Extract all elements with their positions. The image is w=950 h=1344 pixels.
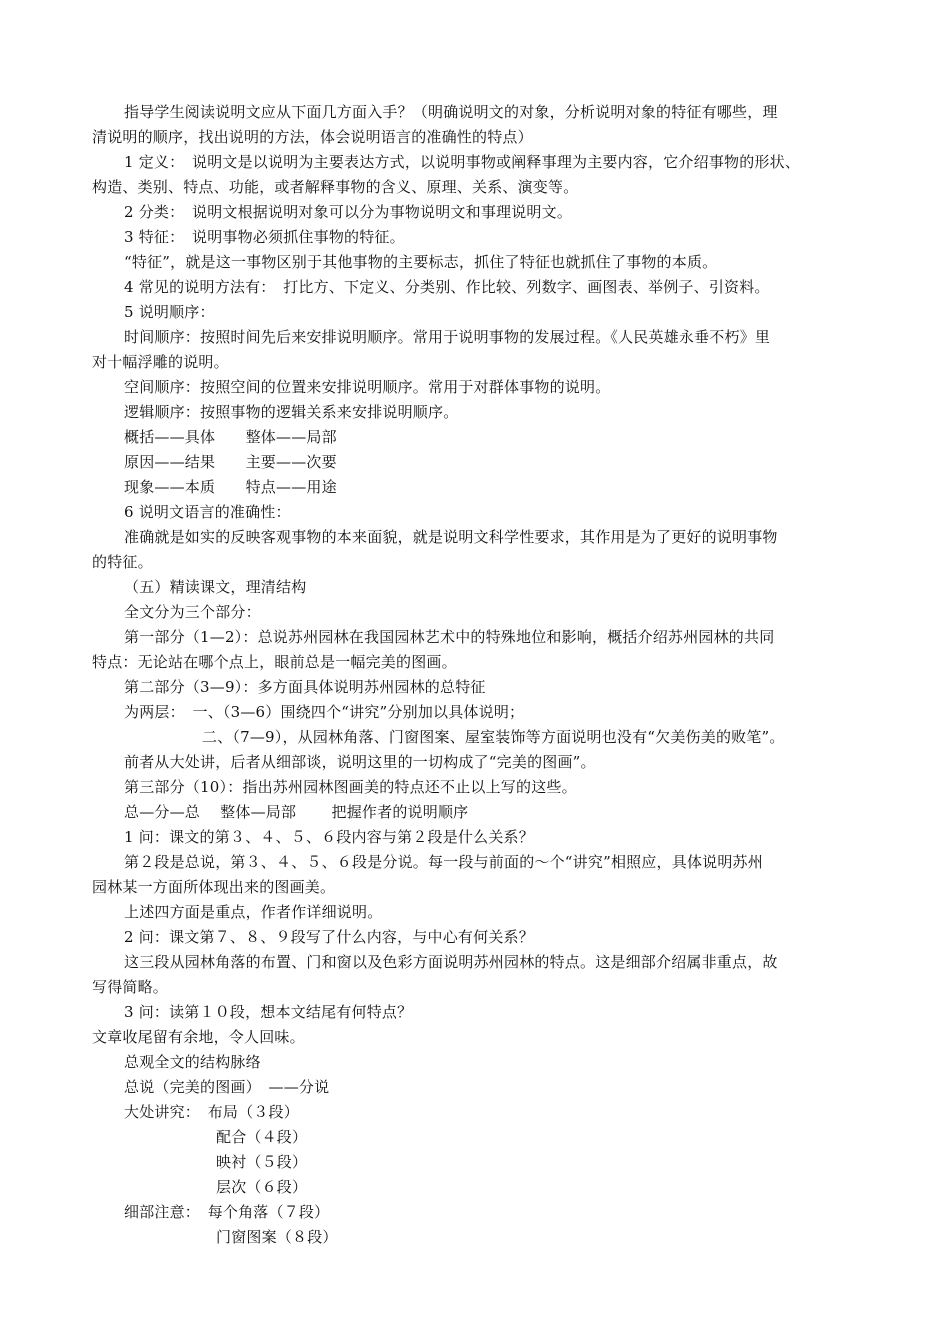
text-line: 二、（7—9），从园林角落、门窗图案、屋室装饰等方面说明也没有“欠美伤美的败笔”。	[202, 728, 785, 746]
text-line: 4 常见的说明方法有： 打比方、下定义、分类别、作比较、列数字、画图表、举例子、引资料。	[124, 278, 770, 296]
text-line: 第二部分（3—9）：多方面具体说明苏州园林的总特征	[124, 678, 486, 696]
text-line: 3 特征： 说明事物必须抓住事物的特征。	[124, 228, 405, 246]
text-line: 文章收尾留有余地，令人回味。	[92, 1028, 305, 1046]
text-line: 园林某一方面所体现出来的图画美。	[92, 878, 336, 896]
text-line: 时间顺序：按照时间先后来安排说明顺序。常用于说明事物的发展过程。《人民英雄永垂不朽》里	[124, 328, 771, 346]
text-line: 对十幅浮雕的说明。	[92, 353, 229, 371]
text-line: 准确就是如实的反映客观事物的本来面貌，就是说明文科学性要求，其作用是为了更好的说明事物	[124, 528, 778, 546]
text-line: 指导学生阅读说明文应从下面几方面入手？（明确说明文的对象，分析说明对象的特征有哪些，理	[124, 103, 778, 121]
text-line: 3 问：读第１０段，想本文结尾有何特点？	[124, 1003, 413, 1021]
text-line: “特征”，就是这一事物区别于其他事物的主要标志，抓住了特征也就抓住了事物的本质。	[124, 253, 718, 271]
text-line: 1 定义： 说明文是以说明为主要表达方式，以说明事物或阐释事理为主要内容，它介绍事物的形状、	[124, 153, 801, 171]
text-line: 空间顺序：按照空间的位置来安排说明顺序。常用于对群体事物的说明。	[124, 378, 611, 396]
text-line: 的特征。	[92, 553, 153, 571]
text-line: 门窗图案（８段）	[216, 1228, 338, 1246]
text-line: 前者从大处讲，后者从细部谈，说明这里的一切构成了“完美的图画”。	[124, 753, 596, 771]
text-line: 总观全文的结构脉络	[124, 1053, 261, 1071]
text-line: 为两层： 一、（3—6）围绕四个“讲究”分别加以具体说明；	[124, 703, 525, 721]
text-line: 原因——结果 主要——次要	[124, 453, 337, 471]
section-heading: （五）精读课文，理清结构	[124, 578, 307, 596]
text-line: 1 问：课文的第３、４、５、６段内容与第２段是什么关系？	[124, 828, 534, 846]
text-line: 总—分—总 整体—局部 把握作者的说明顺序	[124, 803, 469, 821]
text-line: 上述四方面是重点，作者作详细说明。	[124, 903, 383, 921]
text-line: 构造、类别、特点、功能，或者解释事物的含义、原理、关系、演变等。	[92, 178, 579, 196]
text-line: 逻辑顺序：按照事物的逻辑关系来安排说明顺序。	[124, 403, 459, 421]
text-line: 特点：无论站在哪个点上，眼前总是一幅完美的图画。	[92, 653, 457, 671]
text-line: 层次（６段）	[216, 1178, 308, 1196]
text-line: 第２段是总说，第３、４、５、６段是分说。每一段与前面的～个“讲究”相照应，具体说明苏州	[124, 853, 763, 871]
text-line: 大处讲究： 布局（３段）	[124, 1103, 299, 1121]
text-line: 细部注意： 每个角落（７段）	[124, 1203, 330, 1221]
text-line: 映衬（５段）	[216, 1153, 308, 1171]
text-line: 配合（４段）	[216, 1128, 308, 1146]
text-line: 2 分类： 说明文根据说明对象可以分为事物说明文和事理说明文。	[124, 203, 573, 221]
text-line: 第三部分（10）：指出苏州园林图画美的特点还不止以上写的这些。	[124, 778, 577, 796]
text-line: 总说（完美的图画） ——分说	[124, 1078, 330, 1096]
text-line: 这三段从园林角落的布置、门和窗以及色彩方面说明苏州园林的特点。这是细部介绍属非重点，故	[124, 953, 778, 971]
text-line: 2 问：课文第７、８、９段写了什么内容，与中心有何关系？	[124, 928, 534, 946]
text-line: 第一部分（1—2）：总说苏州园林在我国园林艺术中的特殊地位和影响，概括介绍苏州园林的共同	[124, 628, 775, 646]
text-line: 5 说明顺序：	[124, 303, 215, 321]
text-line: 现象——本质 特点——用途	[124, 478, 337, 496]
text-line: 写得简略。	[92, 978, 169, 996]
text-line: 6 说明文语言的准确性：	[124, 503, 291, 521]
text-line: 全文分为三个部分：	[124, 603, 261, 621]
text-line: 清说明的顺序，找出说明的方法，体会说明语言的准确性的特点）	[92, 128, 533, 146]
text-line: 概括——具体 整体——局部	[124, 428, 337, 446]
